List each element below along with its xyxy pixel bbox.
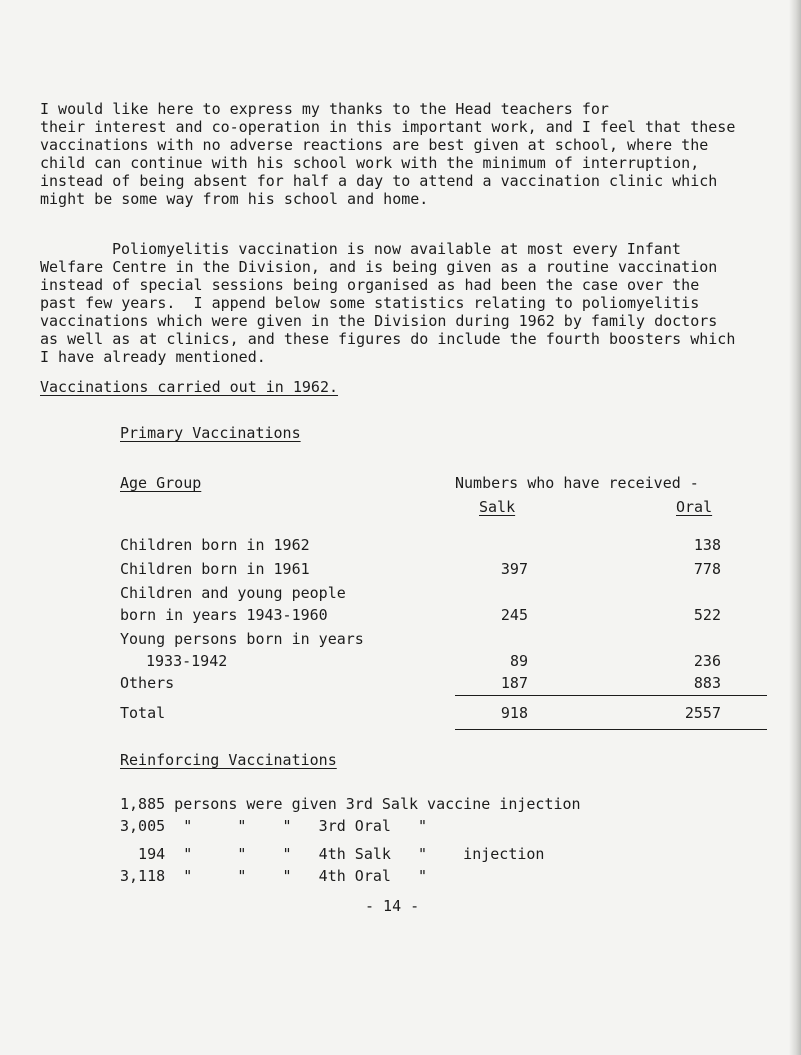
row-label: Children born in 1962	[120, 536, 310, 554]
text-line: their interest and co-operation in this important work, and I feel that these	[40, 118, 736, 136]
row-label: Young persons born in years	[120, 630, 364, 648]
text-line: vaccinations with no adverse reactions are best given at school, where the	[40, 136, 709, 154]
salk-value: 89	[509, 652, 528, 670]
text-line: I would like here to express my thanks to the Head teachers for	[40, 100, 609, 118]
oral-value: 522	[693, 606, 721, 624]
total-rule-bottom	[455, 729, 767, 730]
salk-value: 245	[500, 606, 528, 624]
oral-value: 883	[693, 674, 721, 692]
text-line: child can continue with his school work with the minimum of interruption,	[40, 154, 700, 172]
oral-value: 138	[693, 536, 721, 554]
salk-header: Salk	[479, 498, 516, 516]
total-label: Total	[120, 704, 166, 722]
reinforcing-line: 3,118 " " " 4th Oral "	[120, 867, 428, 885]
paragraph-poliomyelitis	[40, 240, 785, 366]
text-line: as well as at clinics, and these figures do include the fourth boosters which	[40, 330, 736, 348]
text-line: Poliomyelitis vaccination is now available at most every Infant	[112, 240, 681, 258]
paragraph-thanks	[40, 100, 785, 208]
row-label: Children born in 1961	[120, 560, 310, 578]
primary-vaccinations-title: Primary Vaccinations	[120, 424, 301, 442]
oral-value: 778	[693, 560, 721, 578]
numbers-received-header: Numbers who have received -	[455, 474, 699, 492]
row-label: Others	[120, 674, 175, 692]
reinforcing-line: 3,005 " " " 3rd Oral "	[120, 817, 428, 835]
row-label: born in years 1943-1960	[120, 606, 328, 624]
total-salk: 918	[500, 704, 528, 722]
row-label: 1933-1942	[146, 652, 228, 670]
oral-value: 236	[693, 652, 721, 670]
text-line: vaccinations which were given in the Division during 1962 by family doctors	[40, 312, 718, 330]
reinforcing-vaccinations-title: Reinforcing Vaccinations	[120, 751, 337, 769]
total-rule-top	[455, 695, 767, 696]
salk-value: 397	[500, 560, 528, 578]
text-line: I have already mentioned.	[40, 348, 266, 366]
reinforcing-line: 194 " " " 4th Salk " injection	[120, 845, 545, 863]
total-oral: 2557	[684, 704, 721, 722]
text-line: past few years. I append below some statistics relating to poliomyelitis	[40, 294, 700, 312]
reinforcing-line: 1,885 persons were given 3rd Salk vaccine injection	[120, 795, 581, 813]
salk-value: 187	[500, 674, 528, 692]
row-label: Children and young people	[120, 584, 346, 602]
text-line: Welfare Centre in the Division, and is being given as a routine vaccination	[40, 258, 718, 276]
text-line: instead of special sessions being organised as had been the case over the	[40, 276, 700, 294]
text-line: might be some way from his school and home.	[40, 190, 429, 208]
section-title: Vaccinations carried out in 1962.	[40, 378, 339, 396]
oral-header: Oral	[676, 498, 713, 516]
age-group-header: Age Group	[120, 474, 202, 492]
page-number: - 14 -	[365, 897, 420, 915]
text-line: instead of being absent for half a day to attend a vaccination clinic which	[40, 172, 718, 190]
